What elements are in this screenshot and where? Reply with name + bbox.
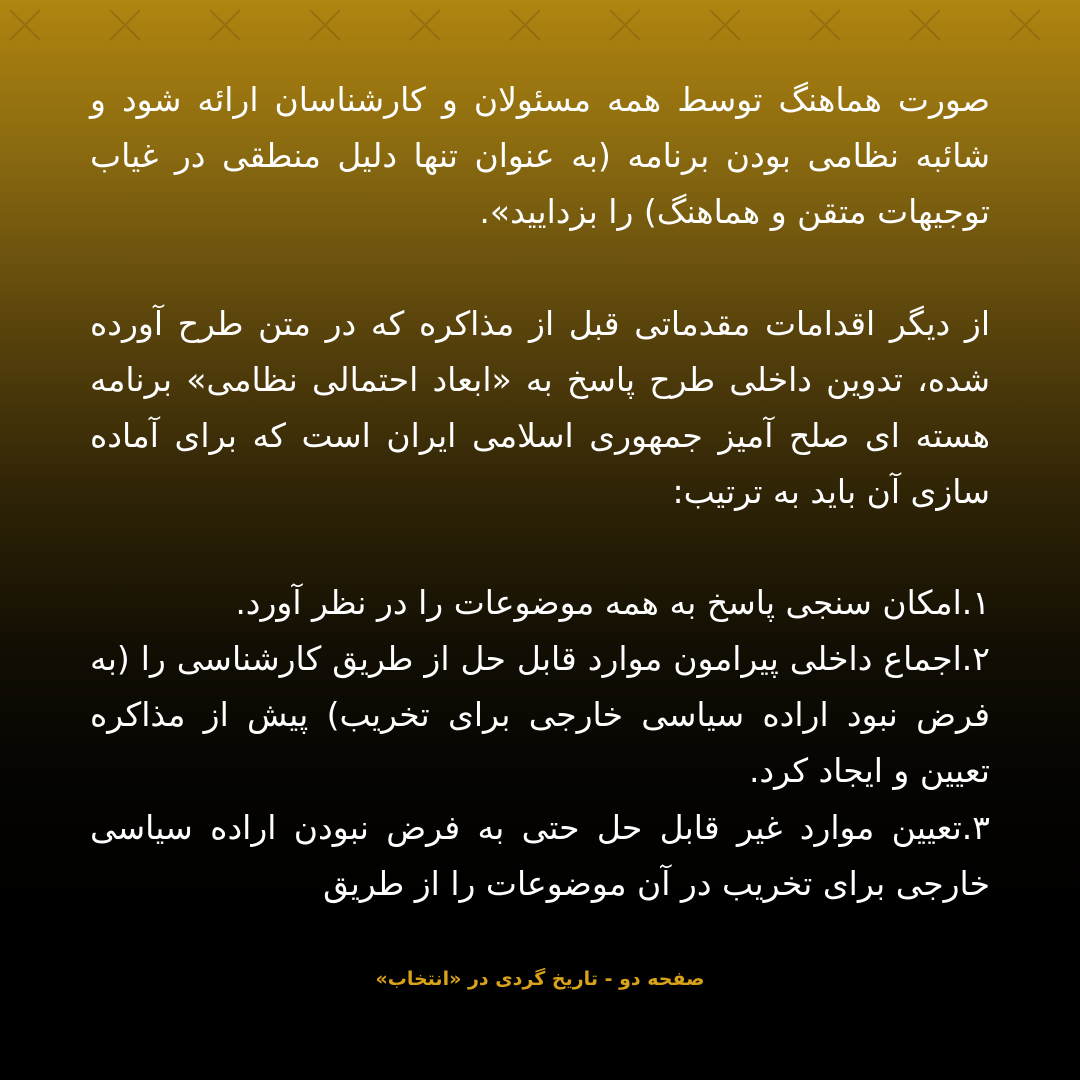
list-item-2: ۲.اجماع داخلی پیرامون موارد قابل حل از طریق کارشناسی را (به فرض نبود اراده سیاسی خارجی برای تخریب) پیش از مذاکره تعیین و ایجاد کرد. xyxy=(90,639,990,790)
footer-caption: صفحه دو - تاریخ گردی در «انتخاب» xyxy=(375,968,705,990)
list-item-1: ۱.امکان سنجی پاسخ به همه موضوعات را در نظر آورد. xyxy=(235,583,990,622)
paragraph-1: صورت هماهنگ توسط همه مسئولان و کارشناسان ارائه شود و شائبه نظامی بودن برنامه (به عنوان تنها دلیل منطقی در غیاب توجیهات متقن و هماهنگ) را بزدایید». xyxy=(90,80,990,231)
paragraph-2: از دیگر اقدامات مقدماتی قبل از مذاکره که در متن طرح آورده شده، تدوین داخلی طرح پاسخ به «ابعاد احتمالی نظامی» برنامه هسته ای صلح آمیز جمهوری اسلامی ایران است که برای آماده سازی آن باید به ترتیب: xyxy=(90,304,990,511)
background-pattern xyxy=(0,0,1080,80)
list-item-3: ۳.تعیین موارد غیر قابل حل حتی به فرض نبودن اراده سیاسی خارجی برای تخریب در آن موضوعات را از طریق xyxy=(90,808,990,903)
